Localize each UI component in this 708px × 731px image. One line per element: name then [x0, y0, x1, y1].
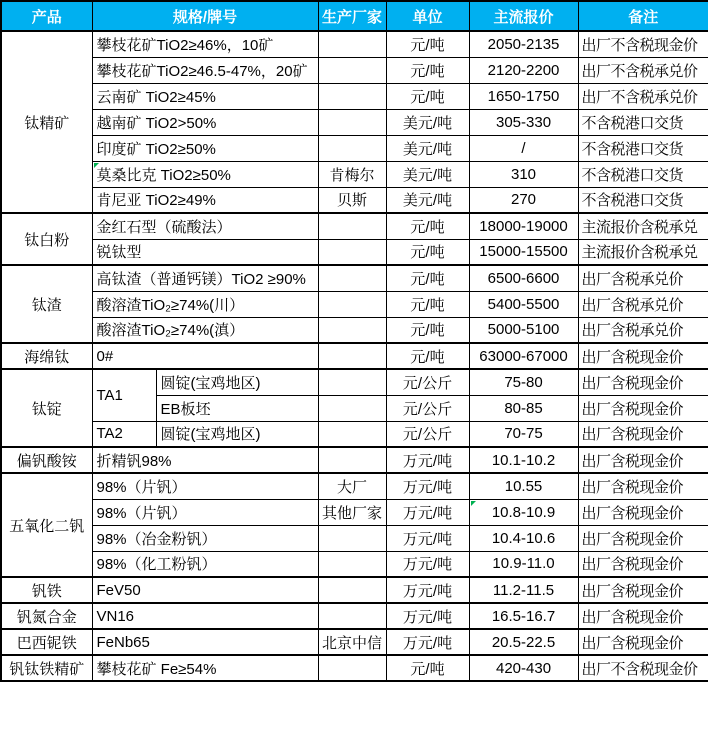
note-cell: 出厂含税现金价 [578, 395, 708, 421]
spec-cell: 酸溶渣TiO₂≥74%(滇） [92, 317, 318, 343]
note-cell: 出厂含税现金价 [578, 603, 708, 629]
price-cell: 15000-15500 [469, 239, 578, 265]
price-cell: 10.4-10.6 [469, 525, 578, 551]
note-cell: 出厂含税现金价 [578, 473, 708, 499]
unit-cell: 元/吨 [386, 343, 469, 369]
table-row [1, 57, 708, 83]
spec-cell: 莫桑比克 TiO2≥50% [92, 161, 318, 187]
product-cell: 钒钛铁精矿 [1, 655, 92, 681]
header-maker: 生产厂家 [318, 1, 386, 31]
spec-cell: FeNb65 [92, 629, 318, 655]
table-row [1, 265, 708, 291]
table-row [1, 551, 708, 577]
table-row [1, 213, 708, 239]
product-cell: 巴西铌铁 [1, 629, 92, 655]
spec-cell: 印度矿 TiO2≥50% [92, 135, 318, 161]
price-cell: 270 [469, 187, 578, 213]
maker-cell [318, 343, 386, 369]
table-row [1, 187, 708, 213]
table-row [1, 135, 708, 161]
spec-cell: 金红石型（硫酸法） [92, 213, 318, 239]
price-cell: 10.1-10.2 [469, 447, 578, 473]
price-cell: 305-330 [469, 109, 578, 135]
product-cell: 海绵钛 [1, 343, 92, 369]
table-row [1, 655, 708, 681]
note-cell: 出厂含税现金价 [578, 577, 708, 603]
table-row [1, 525, 708, 551]
note-cell: 不含税港口交货 [578, 161, 708, 187]
maker-cell [318, 57, 386, 83]
header-spec: 规格/牌号 [92, 1, 318, 31]
unit-cell: 元/吨 [386, 239, 469, 265]
maker-cell [318, 577, 386, 603]
maker-cell [318, 83, 386, 109]
spec-cell: 98%（片钒） [92, 499, 318, 525]
unit-cell: 美元/吨 [386, 187, 469, 213]
unit-cell: 万元/吨 [386, 525, 469, 551]
maker-cell [318, 213, 386, 239]
header-price: 主流报价 [469, 1, 578, 31]
price-cell: 6500-6600 [469, 265, 578, 291]
spec-cell: 高钛渣（普通钙镁）TiO2 ≥90% [92, 265, 318, 291]
maker-cell [318, 317, 386, 343]
unit-cell: 元/吨 [386, 83, 469, 109]
note-cell: 出厂不含税现金价 [578, 31, 708, 57]
note-cell: 出厂含税承兑价 [578, 317, 708, 343]
maker-cell [318, 395, 386, 421]
table-row [1, 161, 708, 187]
product-cell: 钛渣 [1, 265, 92, 343]
spec-cell: 攀枝花矿TiO2≥46.5-47%，20矿 [92, 57, 318, 83]
unit-cell: 万元/吨 [386, 447, 469, 473]
price-cell: 20.5-22.5 [469, 629, 578, 655]
price-cell: / [469, 135, 578, 161]
note-cell: 出厂含税现金价 [578, 343, 708, 369]
price-cell: 10.9-11.0 [469, 551, 578, 577]
unit-cell: 万元/吨 [386, 551, 469, 577]
price-cell: 70-75 [469, 421, 578, 447]
price-cell: 75-80 [469, 369, 578, 395]
product-cell: 钒铁 [1, 577, 92, 603]
maker-cell: 其他厂家 [318, 499, 386, 525]
maker-cell [318, 135, 386, 161]
price-table-body [1, 31, 708, 681]
maker-cell [318, 447, 386, 473]
unit-cell: 万元/吨 [386, 629, 469, 655]
note-cell: 出厂含税现金价 [578, 447, 708, 473]
maker-cell: 大厂 [318, 473, 386, 499]
price-cell: 11.2-11.5 [469, 577, 578, 603]
maker-cell: 肯梅尔 [318, 161, 386, 187]
table-row [1, 291, 708, 317]
table-row [1, 83, 708, 109]
price-cell: 310 [469, 161, 578, 187]
spec-cell: 攀枝花矿TiO2≥46%，10矿 [92, 31, 318, 57]
price-cell: 16.5-16.7 [469, 603, 578, 629]
table-row [1, 239, 708, 265]
maker-cell: 北京中信 [318, 629, 386, 655]
grade-cell: TA2 [92, 421, 156, 447]
unit-cell: 万元/吨 [386, 499, 469, 525]
spec-cell: 攀枝花矿 Fe≥54% [92, 655, 318, 681]
maker-cell [318, 551, 386, 577]
green-corner-marker [471, 501, 476, 506]
price-cell: 5000-5100 [469, 317, 578, 343]
note-cell: 不含税港口交货 [578, 187, 708, 213]
maker-cell [318, 291, 386, 317]
unit-cell: 元/公斤 [386, 369, 469, 395]
table-row [1, 499, 708, 525]
unit-cell: 元/吨 [386, 265, 469, 291]
spec-cell: 越南矿 TiO2>50% [92, 109, 318, 135]
price-cell: 420-430 [469, 655, 578, 681]
product-cell: 钒氮合金 [1, 603, 92, 629]
unit-cell: 元/吨 [386, 317, 469, 343]
unit-cell: 元/公斤 [386, 421, 469, 447]
note-cell: 出厂含税承兑价 [578, 291, 708, 317]
note-cell: 主流报价含税承兑 [578, 239, 708, 265]
spec-cell: 酸溶渣TiO₂≥74%(川） [92, 291, 318, 317]
maker-cell [318, 109, 386, 135]
note-cell: 不含税港口交货 [578, 135, 708, 161]
unit-cell: 万元/吨 [386, 473, 469, 499]
maker-cell [318, 265, 386, 291]
green-corner-marker [94, 163, 99, 168]
table-row [1, 421, 708, 447]
note-cell: 出厂含税现金价 [578, 421, 708, 447]
note-cell: 出厂含税现金价 [578, 499, 708, 525]
unit-cell: 元/吨 [386, 213, 469, 239]
unit-cell: 美元/吨 [386, 161, 469, 187]
spec-cell: 98%（冶金粉钒） [92, 525, 318, 551]
grade-cell: TA1 [92, 369, 156, 421]
header-unit: 单位 [386, 1, 469, 31]
spec-cell: 98%（化工粉钒） [92, 551, 318, 577]
product-cell: 钛精矿 [1, 31, 92, 213]
note-cell: 出厂含税现金价 [578, 525, 708, 551]
maker-cell [318, 603, 386, 629]
price-cell: 1650-1750 [469, 83, 578, 109]
spec-cell: EB板坯 [156, 395, 318, 421]
header-note: 备注 [578, 1, 708, 31]
unit-cell: 元/吨 [386, 31, 469, 57]
maker-cell [318, 421, 386, 447]
unit-cell: 美元/吨 [386, 135, 469, 161]
price-cell: 63000-67000 [469, 343, 578, 369]
spec-cell: FeV50 [92, 577, 318, 603]
note-cell: 不含税港口交货 [578, 109, 708, 135]
spec-cell: 折精钒98% [92, 447, 318, 473]
maker-cell [318, 369, 386, 395]
unit-cell: 美元/吨 [386, 109, 469, 135]
note-cell: 出厂含税现金价 [578, 369, 708, 395]
product-cell: 五氧化二钒 [1, 473, 92, 577]
header-row [1, 1, 708, 31]
table-row [1, 447, 708, 473]
unit-cell: 万元/吨 [386, 603, 469, 629]
spec-cell: 圆锭(宝鸡地区) [156, 369, 318, 395]
product-cell: 钛锭 [1, 369, 92, 447]
maker-cell: 贝斯 [318, 187, 386, 213]
maker-cell [318, 525, 386, 551]
spec-cell: 0# [92, 343, 318, 369]
spec-cell: 圆锭(宝鸡地区) [156, 421, 318, 447]
unit-cell: 元/吨 [386, 57, 469, 83]
note-cell: 主流报价含税承兑 [578, 213, 708, 239]
spec-cell: 肯尼亚 TiO2≥49% [92, 187, 318, 213]
spec-cell: 锐钛型 [92, 239, 318, 265]
price-cell: 18000-19000 [469, 213, 578, 239]
note-cell: 出厂含税承兑价 [578, 265, 708, 291]
note-cell: 出厂含税现金价 [578, 629, 708, 655]
note-cell: 出厂含税现金价 [578, 551, 708, 577]
table-row [1, 343, 708, 369]
price-cell: 10.8-10.9 [469, 499, 578, 525]
table-row [1, 317, 708, 343]
price-cell: 80-85 [469, 395, 578, 421]
maker-cell [318, 655, 386, 681]
unit-cell: 元/公斤 [386, 395, 469, 421]
table-row [1, 577, 708, 603]
maker-cell [318, 239, 386, 265]
table-row [1, 629, 708, 655]
table-row [1, 473, 708, 499]
spec-cell: 98%（片钒） [92, 473, 318, 499]
product-cell: 偏钒酸铵 [1, 447, 92, 473]
note-cell: 出厂不含税承兑价 [578, 83, 708, 109]
product-cell: 钛白粉 [1, 213, 92, 265]
maker-cell [318, 31, 386, 57]
table-row [1, 603, 708, 629]
price-cell: 10.55 [469, 473, 578, 499]
price-cell: 2120-2200 [469, 57, 578, 83]
note-cell: 出厂不含税现金价 [578, 655, 708, 681]
price-cell: 5400-5500 [469, 291, 578, 317]
spec-cell: 云南矿 TiO2≥45% [92, 83, 318, 109]
note-cell: 出厂不含税承兑价 [578, 57, 708, 83]
table-row [1, 31, 708, 57]
table-row [1, 369, 708, 395]
table-row [1, 109, 708, 135]
price-cell: 2050-2135 [469, 31, 578, 57]
header-product: 产品 [1, 1, 92, 31]
spec-cell: VN16 [92, 603, 318, 629]
unit-cell: 元/吨 [386, 291, 469, 317]
unit-cell: 元/吨 [386, 655, 469, 681]
unit-cell: 万元/吨 [386, 577, 469, 603]
